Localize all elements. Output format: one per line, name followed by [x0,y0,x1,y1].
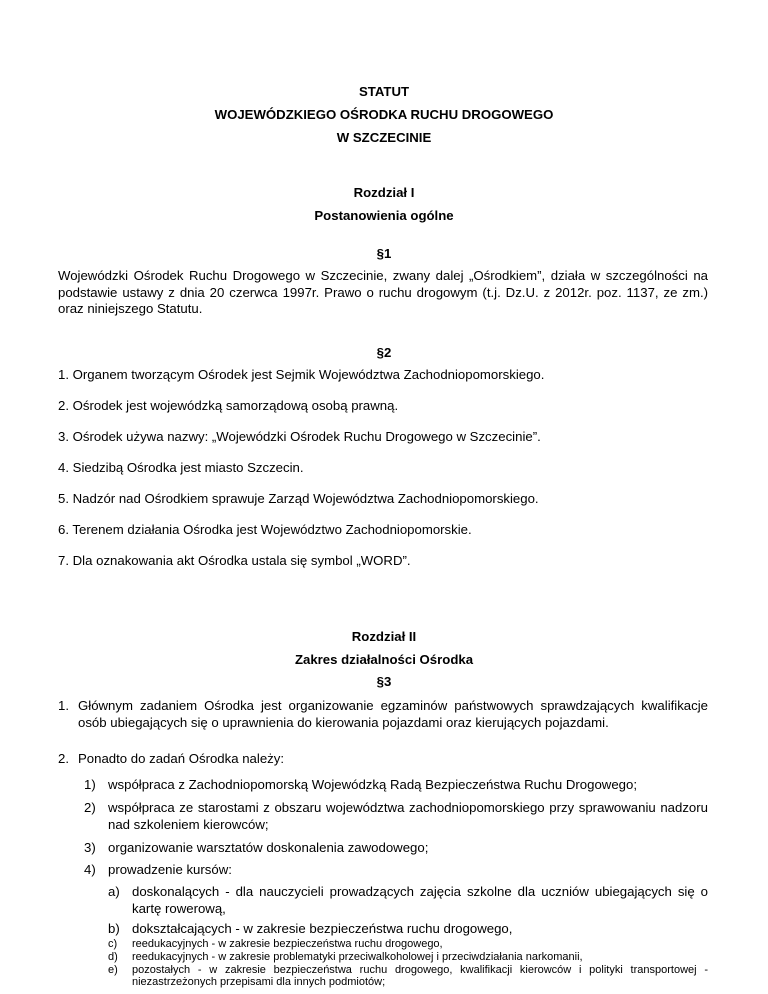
subitem-text: organizowanie warsztatów doskonalenia zawodowego; [108,840,429,855]
subsubitem-text: reedukacyjnych - w zakresie bezpieczeństwa ruchu drogowego, [132,938,443,950]
subsub-list-tail [108,938,708,989]
subsubitem-text: reedukacyjnych - w zakresie problematyki przeciwalkoholowej i przeciwdziałania narkomanii, [132,951,583,963]
section-2-sign: §2 [376,345,392,360]
chapter1-title: Rozdział I [353,185,415,200]
doc-title: STATUT [358,84,410,99]
section-1-sign: §1 [376,246,392,261]
subitem-3 [84,840,708,857]
subsubitem-text: doskonalących - dla nauczycieli prowadzących zajęcia szkolne dla uczniów ubiegających się o kartę rowerową, [132,884,708,916]
subitem-2 [84,800,708,833]
section-2-item-2: 2. Ośrodek jest wojewódzką samorządową osobą prawną. [58,398,399,413]
section-3-sign: §3 [376,674,392,689]
subitem-number: 1) [84,777,96,792]
subsubitem-letter: a) [108,884,120,899]
subitem-text: współpraca ze starostami z obszaru województwa zachodniopomorskiego przy sprawowaniu nadzoru nad szkoleniem kierowców; [108,800,708,832]
item-number: 2. [58,751,69,766]
section-2-item-7: 7. Dla oznakowania akt Ośrodka ustala się symbol „WORD”. [58,553,411,568]
subitem-number: 3) [84,840,96,855]
chapter2-title: Rozdział II [351,629,417,644]
subitem-text: współpraca z Zachodniopomorską Wojewódzką Radą Bezpieczeństwa Ruchu Drogowego; [108,777,638,792]
section-3-item-1 [58,698,708,731]
item-text: Głównym zadaniem Ośrodka jest organizowanie egzaminów państwowych sprawdzających kwalifikacje osób ubiegających się o uprawnienia do kierowania pojazdami oraz kierujących pojazdami. [78,698,708,730]
doc-title-line3: W SZCZECINIE [336,130,432,145]
subsubitem-text: pozostałych - w zakresie bezpieczeństwa ruchu drogowego, kwalifikacji kierowców i polityki transportowej - niezastrzeżonych przepisami dla innych podmiotów; [132,964,708,988]
subitem-1 [84,777,708,794]
subsubitem-c [108,938,708,950]
subitem-text: prowadzenie kursów: [108,862,232,877]
chapter2-subtitle: Zakres działalności Ośrodka [294,652,474,667]
section-2-item-5: 5. Nadzór nad Ośrodkiem sprawuje Zarząd Województwa Zachodniopomorskiego. [58,491,539,506]
subsubitem-letter: e) [108,964,118,976]
subitem-number: 4) [84,862,96,877]
subsubitem-b [108,921,708,938]
chapter1-subtitle: Postanowienia ogólne [314,208,454,223]
subsubitem-text: dokształcających - w zakresie bezpieczeństwa ruchu drogowego, [132,921,513,936]
item-number: 1. [58,698,69,713]
subsubitem-e [108,964,708,988]
section-2-item-4: 4. Siedzibą Ośrodka jest miasto Szczecin. [58,460,304,475]
subsubitem-a [108,884,708,917]
item-text: Ponadto do zadań Ośrodka należy: [78,751,285,766]
subsubitem-letter: b) [108,921,120,936]
section-2-item-6: 6. Terenem działania Ośrodka jest Województwo Zachodniopomorskie. [58,522,472,537]
subsubitem-d [108,951,708,963]
section-3-item-2 [58,751,708,768]
subitem-4 [84,862,708,879]
subsubitem-letter: d) [108,951,118,963]
section-2-item-3: 3. Ośrodek używa nazwy: „Wojewódzki Ośrodek Ruchu Drogowego w Szczecinie”. [58,429,541,444]
subsubitem-letter: c) [108,938,118,950]
section-2-item-1: 1. Organem tworzącym Ośrodek jest Sejmik Województwa Zachodniopomorskiego. [58,367,545,382]
doc-title-line2: WOJEWÓDZKIEGO OŚRODKA RUCHU DROGOWEGO [214,107,554,122]
section-1-text: Wojewódzki Ośrodek Ruchu Drogowego w Szczecinie, zwany dalej „Ośrodkiem”, działa w szczególności na podstawie ustawy z dnia 20 czerwca 1997r. Prawo o ruchu drogowym (t.j. Dz.U. z 2012r. poz. 1137, ze zm.) oraz niniejszego Statutu. [58,268,708,316]
subitem-number: 2) [84,800,96,815]
